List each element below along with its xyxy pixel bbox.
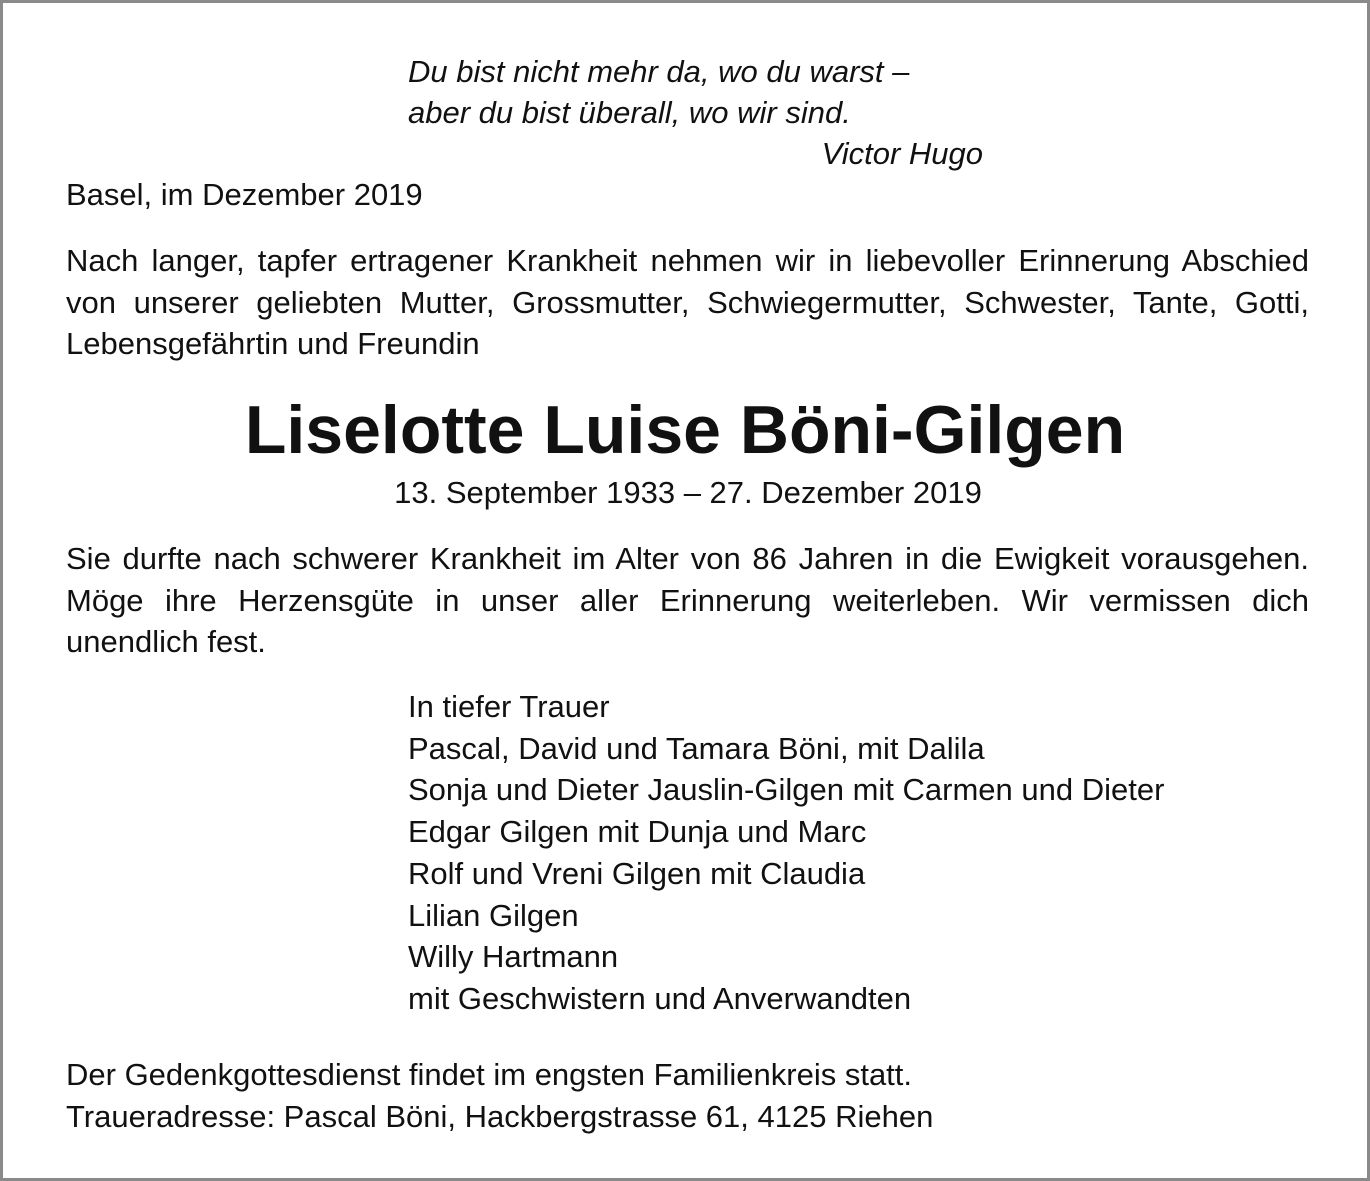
quote-author: Victor Hugo	[821, 136, 983, 171]
quote-line-1: Du bist nicht mehr da, wo du warst –	[408, 54, 910, 89]
place-date: Basel, im Dezember 2019	[66, 177, 423, 212]
mourner-line: Pascal, David und Tamara Böni, mit Dalila	[408, 730, 985, 766]
footer	[66, 1054, 1309, 1137]
mourners-list	[408, 686, 1328, 1020]
deceased-name: Liselotte Luise Böni-Gilgen	[244, 392, 1126, 468]
mourner-line: Lilian Gilgen	[408, 897, 579, 933]
mourner-line: Sonja und Dieter Jauslin-Gilgen mit Carmen und Dieter	[408, 772, 1165, 808]
quote-line-2: aber du bist überall, wo wir sind.	[408, 95, 851, 130]
epigraph-quote	[408, 51, 1008, 174]
mourner-line: Willy Hartmann	[408, 939, 619, 975]
service-note: Der Gedenkgottesdienst findet im engsten Familienkreis statt.	[66, 1057, 913, 1092]
mourner-line: Rolf und Vreni Gilgen mit Claudia	[408, 855, 866, 891]
mourners-heading: In tiefer Trauer	[408, 689, 610, 724]
mourning-address: Traueradresse: Pascal Böni, Hackbergstrasse 61, 4125 Riehen	[66, 1098, 934, 1134]
life-dates: 13. September 1933 – 27. Dezember 2019	[394, 475, 982, 510]
mourner-line: Edgar Gilgen mit Dunja und Marc	[408, 814, 867, 850]
intro-paragraph: Nach langer, tapfer ertragener Krankheit nehmen wir in liebevoller Erinnerung Abschied von unserer geliebten Mutter, Grossmutter, Schwiegermutter, Schwester, Tante, Gotti, Lebensgefährtin und Freundin	[66, 243, 1309, 361]
message-paragraph: Sie durfte nach schwerer Krankheit im Alter von 86 Jahren in die Ewigkeit vorausgehen. Möge ihre Herzensgüte in unser aller Erinnerung weiterleben. Wir vermissen dich unendlich fest.	[66, 541, 1309, 659]
mourner-line: mit Geschwistern und Anverwandten	[408, 980, 912, 1016]
